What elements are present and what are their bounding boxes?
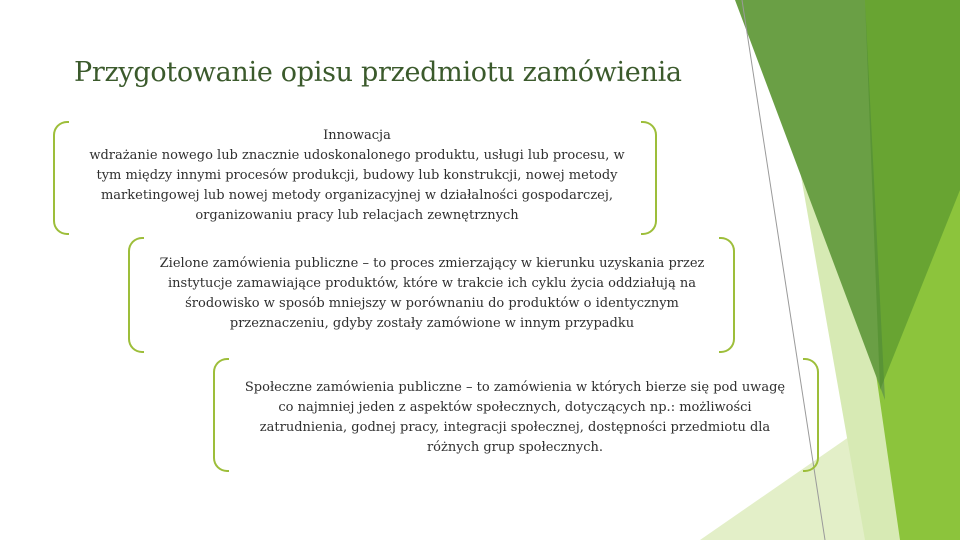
green-procurement-block [136,254,728,334]
block-line: środowisko w sposób mniejszy w porównaniu do produktów o identycznym [185,296,679,311]
block-line: przeznaczeniu, gdyby zostały zamówione w innym przypadku [229,316,635,331]
block-line: zatrudnienia, godnej pracy, integracji społecznej, dostępności przedmiotu dla [259,420,771,435]
block-line: Społeczne zamówienia publiczne – to zamówienia w których bierze się pod uwagę [244,380,786,395]
block-line: marketingowej lub nowej metody organizacyjnej w działalności gospodarczej, [100,188,614,203]
block-line: instytucje zamawiające produktów, które w trakcie ich cyklu życia oddziałują na [168,276,696,291]
block-line: wdrażanie nowego lub znacznie udoskonalonego produktu, usługi lub procesu, w [89,148,625,163]
block-line: Innowacja [323,128,391,143]
block-line: co najmniej jeden z aspektów społecznych, dotyczących np.: możliwości [278,400,752,415]
block-line: organizowaniu pracy lub relacjach zewnętrznych [195,208,519,223]
block-line: tym między innymi procesów produkcji, budowy lub konstrukcji, nowej metody [96,168,618,183]
innovation-block [62,126,652,226]
block-line: Zielone zamówienia publiczne – to proces zmierzający w kierunku uzyskania przez [159,256,705,271]
slide-title: Przygotowanie opisu przedmiotu zamówienia [74,57,682,88]
block-line: różnych grup społecznych. [426,440,604,455]
social-procurement-block [215,378,815,458]
